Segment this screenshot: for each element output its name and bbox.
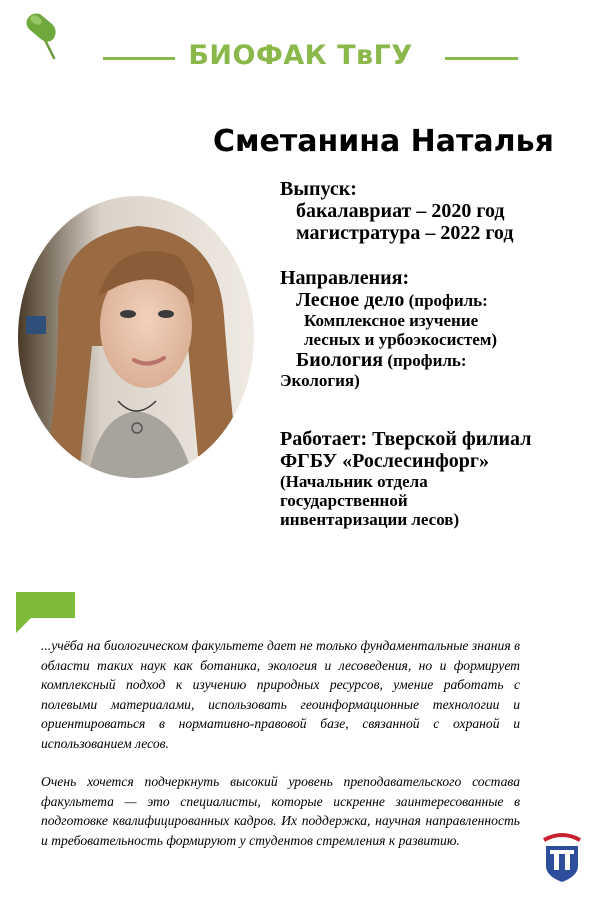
direction-name: Лесное дело [296, 289, 405, 311]
person-name: Сметанина Наталья [213, 124, 554, 159]
work-position-line: государственной [280, 491, 408, 510]
work-position-line: (Начальник отдела [280, 472, 428, 491]
work-position-line: инвентаризации лесов) [280, 510, 460, 529]
graduation-bachelor: бакалавриат – 2020 год [296, 200, 505, 222]
graduation-master: магистратура – 2022 год [296, 222, 514, 244]
header-rule-right [445, 57, 518, 60]
direction-profile-prefix: (профиль: [383, 351, 467, 370]
direction-profile-line: Комплексное изучение [304, 311, 479, 330]
work-title-line: ФГБУ «Рослесинфорг» [280, 450, 490, 472]
quote-paragraph: Очень хочется подчеркнуть высокий уровень преподавательского состава факультета — это специалисты, которые искренне заинтересованные в подготовке квалифицированных кадров. Их поддержка, научная направленность и требовательность формируют у студентов стремления к развитию. [41, 774, 520, 848]
direction-profile-prefix: (профиль: [404, 291, 488, 310]
direction-profile-line: Экология) [280, 371, 360, 390]
quote-paragraph: ...учёба на биологическом факультете дает не только фундаментальные знания в области таких наук как ботаника, экология и лесоведения, но и формирует комплексный подход к изучению природных ресурсов, умение работать с полевыми материалами, использовать геоинформационные технологии и ориентироваться в нормативно-правовой базе, связанной с охраной и использованием лесов. [41, 638, 520, 751]
quote-marker-tail [16, 617, 32, 633]
direction-item-forestry [280, 289, 590, 311]
directions-title: Направления: [280, 267, 410, 289]
work-title-line: Работает: Тверской филиал [280, 428, 532, 450]
portrait-photo [18, 196, 254, 478]
quote-marker-box [16, 592, 75, 618]
direction-item-biology [280, 349, 590, 371]
university-logo-icon [542, 832, 582, 882]
info-block [280, 178, 590, 529]
direction-profile-line: лесных и урбоэкосистем) [304, 330, 498, 349]
testimonial-quote [41, 636, 520, 850]
brand-title: БИОФАК ТвГУ [188, 40, 413, 71]
direction-name: Биология [296, 349, 384, 371]
graduation-title: Выпуск: [280, 178, 357, 200]
